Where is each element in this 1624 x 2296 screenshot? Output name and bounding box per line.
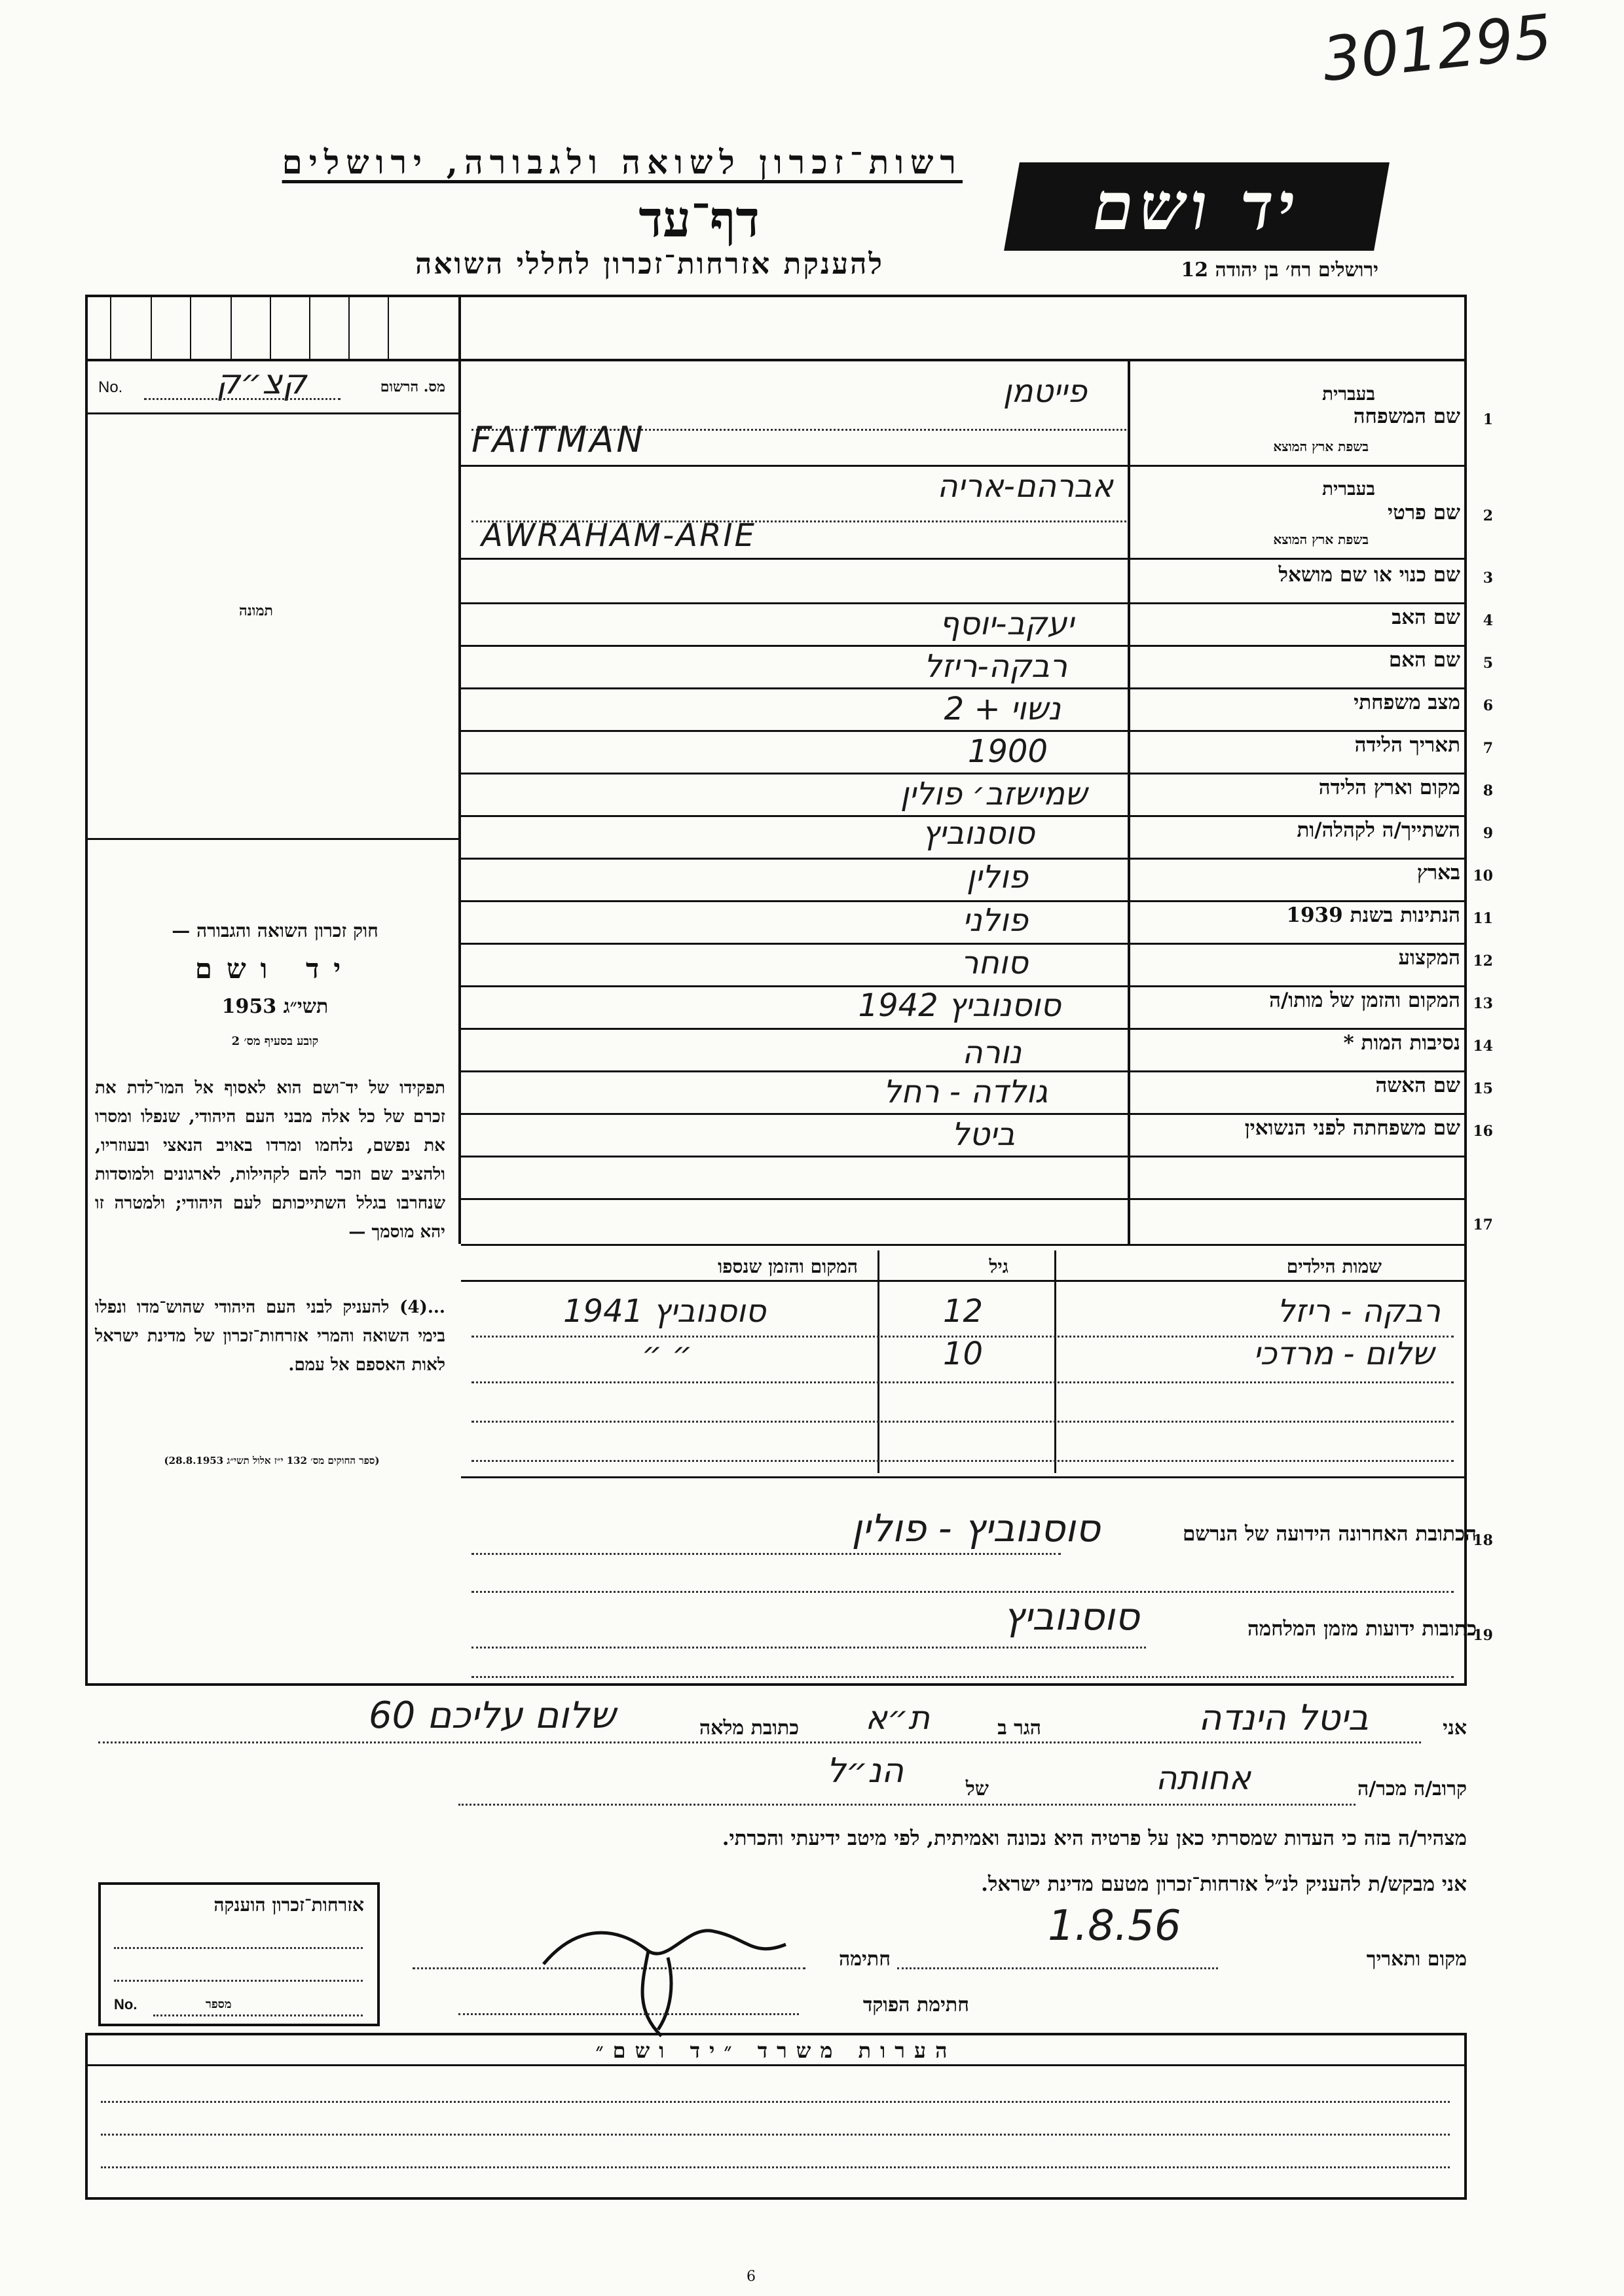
form-subtitle: להענקת אזרחות־זכרון לחללי השואה: [415, 247, 884, 281]
row-18-value: סוסנוביץ - פולין: [851, 1506, 1100, 1550]
logo-text: יד ושם: [1086, 168, 1307, 245]
row-1-label: שם המשפחה: [1353, 405, 1460, 428]
row-16-number: 16: [1473, 1123, 1493, 1140]
declaration-resides: הגר ב: [997, 1717, 1041, 1740]
row-9-value: סוסנוביץ: [921, 815, 1035, 852]
law-text-1: תפקידו של יד־ושם הוא לאסוף אל המו־לדת את זכרם של כל אלה מבני העם היהודי, שנפלו ומסרו את נפשם, נלחמו ומרדו באויב הנאצי ובעוזריו, ולהציב שם וזכר להם לקהילות, לארגונים ולמוסדות שנחרבו בגלל השתייכותם לעם היהודי; ולמטרה זו יהא מוסמך —: [95, 1078, 445, 1242]
row-7-number: 7: [1483, 740, 1493, 757]
row-16-label: שם משפחתה לפני הנשואין: [1244, 1116, 1460, 1140]
row-7-label: תאריך הלידה: [1354, 733, 1460, 757]
law-name: יד ושם: [194, 953, 356, 985]
row-15-label: שם האשה: [1375, 1074, 1460, 1097]
row-11-number: 11: [1473, 910, 1493, 927]
row-5-number: 5: [1483, 655, 1493, 672]
row-19-label: כתובות ידועות מזמן המלחמה: [1247, 1617, 1477, 1641]
citizenship-box: [98, 1882, 380, 2026]
officer-signature-label: חתימת הפוקד: [862, 1994, 969, 2016]
law-clause: קובע בסעיף מס׳ 2: [231, 1034, 319, 1048]
row-4-value: יעקב-יוסף: [939, 606, 1074, 642]
row-1-value-foreign: FAITMAN: [471, 419, 646, 460]
row-19-number: 19: [1473, 1627, 1493, 1644]
row-2-label: שם פרטי: [1387, 501, 1460, 524]
children-col-age: גיל: [989, 1256, 1008, 1277]
declaration-city: ת״א: [865, 1699, 930, 1737]
declaration-address-value: שלום עליכם 60: [369, 1694, 616, 1737]
footer-mark: 6: [747, 2269, 756, 2285]
row-10-value: פולין: [966, 859, 1028, 896]
row-18-label: הכתובת האחרונה הידועה של הנרשם: [1182, 1522, 1477, 1546]
row-4-number: 4: [1483, 612, 1493, 629]
declaration-name: ביטל הינדה: [1198, 1697, 1369, 1738]
children-col-place: המקום והזמן שנספו: [718, 1256, 858, 1277]
logo-address: ירושלים רח׳ בן יהודה 12: [1181, 259, 1378, 282]
child-2-name: שלום - מרדכי: [1253, 1336, 1434, 1372]
registration-label-he: מס. הרשום: [380, 378, 445, 395]
remarks-box: [85, 2033, 1467, 2200]
declaration-relative-label: קרוב/ה מכר/ה: [1357, 1777, 1467, 1800]
row-19-value: סוסנוביץ: [1003, 1594, 1139, 1639]
children-col-names: שמות הילדים: [1286, 1256, 1382, 1277]
row-6-value: נשוי + 2: [944, 691, 1061, 727]
law-source: (ספר החוקים מס׳ 132 י״ז אלול תשי״ג 28.8.1953): [164, 1455, 380, 1467]
citizenship-box-title: אזרחות־זכרון הוענקה: [213, 1894, 364, 1916]
row-2-value-hebrew: אברהם-אריה: [937, 468, 1113, 505]
declaration-address-label: כתובת מלאה: [699, 1717, 799, 1740]
child-2-age: 10: [943, 1336, 984, 1372]
row-14-label: נסיבות המות *: [1343, 1031, 1460, 1055]
citizenship-box-number-he: מספר: [206, 1997, 232, 2011]
row-13-number: 13: [1473, 995, 1493, 1012]
child-2-place: ״ ״: [642, 1336, 693, 1372]
law-text-2: ...(4) להעניק לבני העם היהודי שהוש־מדו ונפלו בימי השואה והמרי אזרחות־זכרון של מדינת ישראל לאות האספם אל עמם.: [95, 1298, 445, 1375]
registration-value: קצ״ק: [216, 363, 307, 402]
child-1-age: 12: [943, 1293, 984, 1330]
row-2-value-foreign: AWRAHAM-ARIE: [481, 517, 756, 554]
declaration-relation: אחותה: [1155, 1759, 1251, 1797]
declaration-of: של: [965, 1777, 989, 1800]
row-1-value-hebrew: פייטמן: [1003, 373, 1087, 410]
remarks-title: הערות משרד ״יד ושם״: [595, 2038, 957, 2063]
declaration-of-value: הנ״ל: [826, 1751, 904, 1791]
row-8-number: 8: [1483, 782, 1493, 799]
row-9-number: 9: [1483, 825, 1493, 842]
row-5-label: שם האם: [1388, 648, 1460, 672]
place-date-value: 1.8.56: [1048, 1902, 1181, 1950]
child-1-place: סוסנוביץ 1941: [563, 1293, 766, 1330]
row-12-label: המקצוע: [1398, 946, 1460, 970]
row-3-label: שם כנוי או שם מושאל: [1278, 563, 1460, 587]
row-11-label: הנתינות בשנת 1939: [1286, 903, 1460, 927]
row-14-number: 14: [1473, 1038, 1493, 1055]
row-6-label: מצב משפחתי: [1354, 691, 1460, 714]
photo-label: תמונה: [239, 602, 273, 619]
row-5-value: רבקה-ריזל: [923, 648, 1067, 685]
authority-title: רשות־זכרון לשואה ולגבורה, ירושלים: [282, 143, 963, 181]
row-8-label: מקום וארץ הלידה: [1318, 776, 1460, 799]
row-12-number: 12: [1473, 953, 1493, 970]
row-1-number: 1: [1483, 411, 1493, 428]
citizenship-box-number-en: No.: [114, 1996, 138, 2013]
declaration-ani: אני: [1443, 1717, 1467, 1740]
declaration-statement-1: מצהיר/ה בזה כי העדות שמסרתי כאן על פרטיה היא נכונה ואמיתית, לפי מיטב ידיעתי והכרתי.: [722, 1827, 1467, 1850]
law-year: תשי״ג 1953: [221, 995, 329, 1018]
child-1-name: רבקה - ריזל: [1277, 1293, 1441, 1330]
declaration-statement-2: אני מבקש/ת להעניק לנ״ל אזרחות־זכרון מטעם מדינת ישראל.: [981, 1872, 1467, 1896]
row-11-value: פולני: [962, 902, 1028, 939]
row-15-value: גולדה - רחל: [883, 1074, 1048, 1110]
registration-label-en: No.: [98, 378, 123, 396]
tick-boxes: [85, 295, 458, 359]
row-13-label: המקום והזמן של מותו/ה: [1269, 989, 1460, 1012]
row-14-value: נורה: [962, 1034, 1022, 1071]
row-4-label: שם האב: [1392, 606, 1460, 629]
row-17-number: 17: [1473, 1216, 1493, 1233]
yad-vashem-logo: [1004, 162, 1390, 251]
row-2-sub-hebrew: בעברית: [1321, 478, 1375, 500]
row-3-number: 3: [1483, 570, 1493, 587]
row-13-value: סוסנוביץ 1942: [858, 987, 1061, 1024]
row-10-label: בארץ: [1416, 861, 1460, 884]
row-1-sub-hebrew: בעברית: [1321, 383, 1375, 405]
row-7-value: 1900: [967, 733, 1048, 770]
signature-label: חתימה: [839, 1948, 891, 1971]
registration-field: [98, 363, 445, 406]
row-16-value: ביטל: [951, 1116, 1015, 1153]
archive-number: 301295: [1319, 1, 1555, 96]
row-15-number: 15: [1473, 1080, 1493, 1097]
row-12-value: סוחר: [961, 945, 1028, 981]
form-title: דף־עד: [638, 190, 760, 248]
law-title: חוק זכרון השואה והגבורה —: [172, 920, 378, 941]
row-10-number: 10: [1473, 867, 1493, 884]
row-8-value: שמישזב׳ פולין: [900, 776, 1087, 812]
signature-scribble: [537, 1912, 799, 2043]
row-1-sub-foreign: בשפת ארץ המוצא: [1273, 439, 1369, 454]
row-2-number: 2: [1483, 507, 1493, 524]
place-date-label: מקום ותאריך: [1366, 1948, 1467, 1971]
row-2-sub-foreign: בשפת ארץ המוצא: [1273, 532, 1369, 547]
row-9-label: השתייך/ה לקהלה/ות: [1297, 818, 1460, 842]
row-6-number: 6: [1483, 697, 1493, 714]
row-18-number: 18: [1473, 1532, 1493, 1549]
